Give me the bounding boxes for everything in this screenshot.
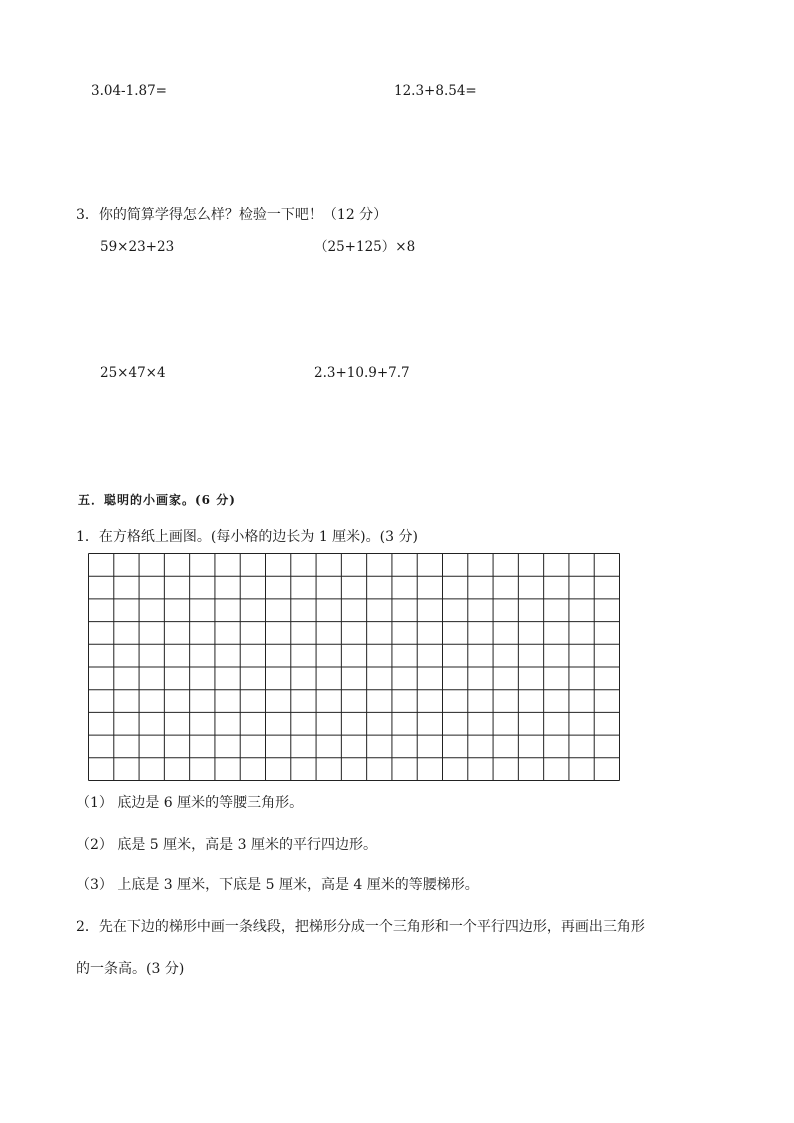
q3-item-1: 59×23+23 xyxy=(100,239,175,255)
q2-line-1: 2．先在下边的梯形中画一条线段，把梯形分成一个三角形和一个平行四边形，再画出三角形 xyxy=(76,919,645,935)
calc-expr-2: 12.3+8.54= xyxy=(394,83,477,99)
q3-item-3: 25×47×4 xyxy=(100,365,166,381)
q1-sub-1: （1） 底边是 6 厘米的等腰三角形。 xyxy=(76,795,304,811)
q1-sub-3: （3） 上底是 3 厘米，下底是 5 厘米，高是 4 厘米的等腰梯形。 xyxy=(76,877,479,893)
q1-sub-2: （2） 底是 5 厘米，高是 3 厘米的平行四边形。 xyxy=(76,837,377,853)
section-5-title: 五．聪明的小画家。(6 分) xyxy=(78,493,236,507)
q1-title: 1．在方格纸上画图。(每小格的边长为 1 厘米)。(3 分) xyxy=(76,529,418,545)
q3-title: 3．你的简算学得怎么样？检验一下吧！（12 分） xyxy=(76,207,388,223)
graph-paper-grid[interactable] xyxy=(88,553,621,783)
calc-expr-1: 3.04-1.87= xyxy=(91,83,167,99)
q3-item-2: （25+125）×8 xyxy=(314,239,416,255)
q3-item-4: 2.3+10.9+7.7 xyxy=(314,365,410,381)
q2-line-2: 的一条高。(3 分) xyxy=(76,961,185,977)
